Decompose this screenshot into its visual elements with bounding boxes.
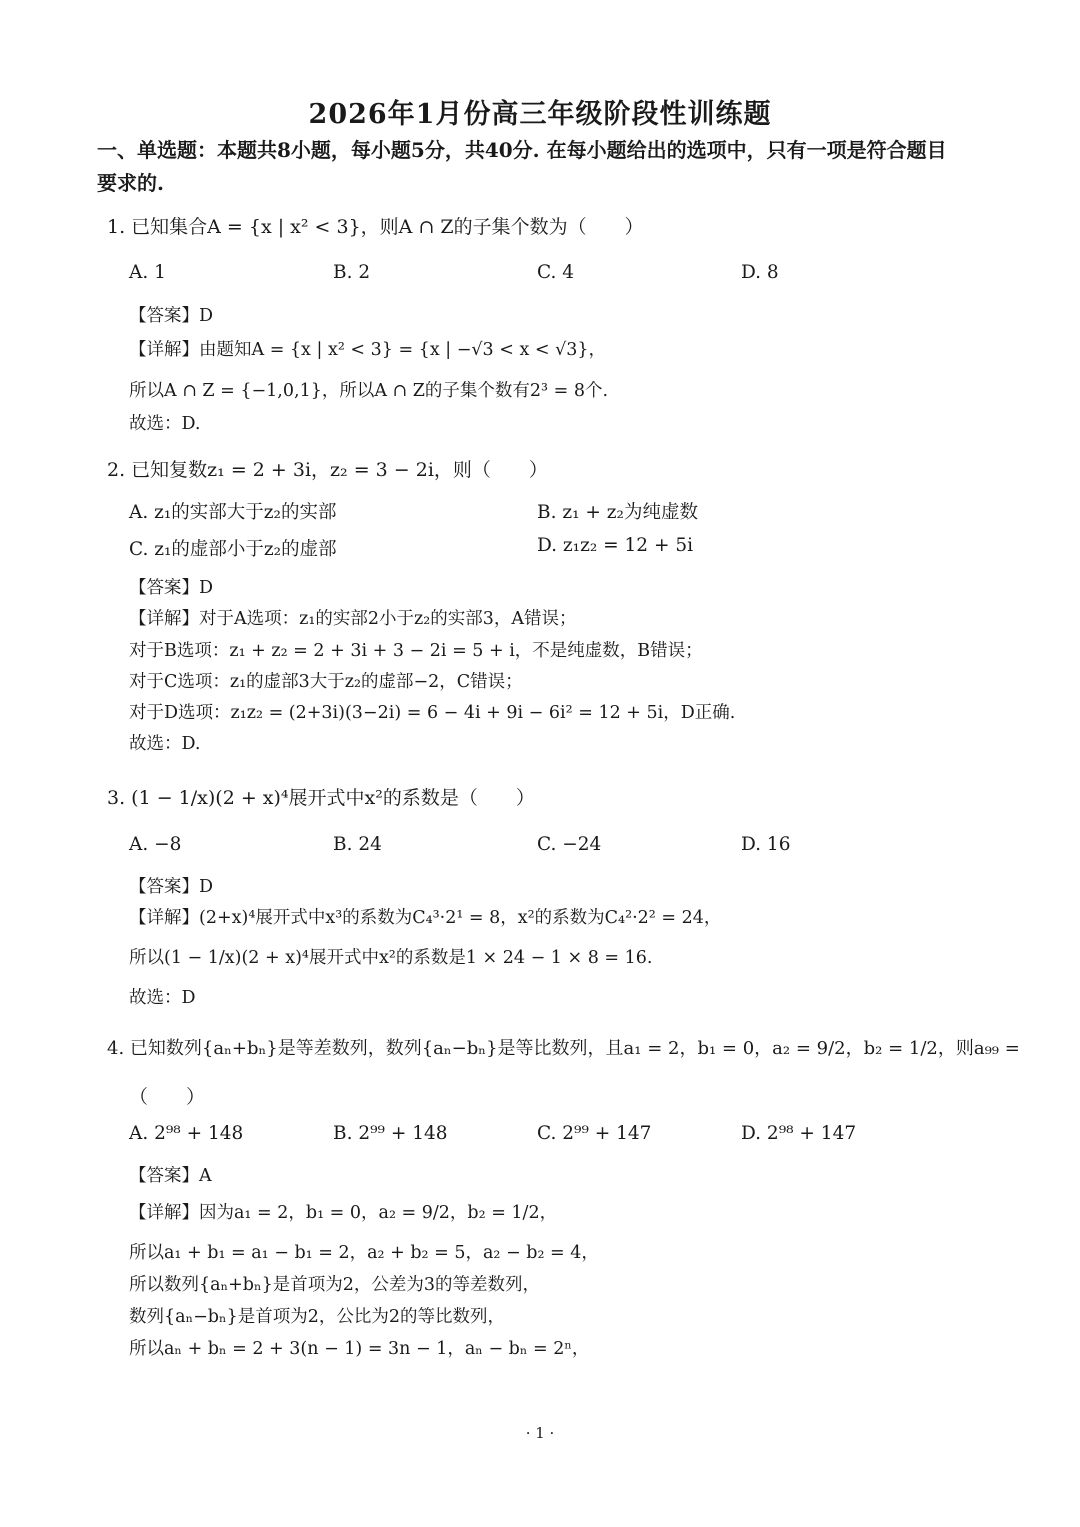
question-4-detail-line: 【详解】因为a₁ = 2，b₁ = 0，a₂ = 9/2，b₂ = 1/2， (129, 1203, 558, 1223)
question-4-detail-line: 所以数列{aₙ+bₙ}是首项为2，公差为3的等差数列， (129, 1275, 540, 1295)
question-4-option-b: B. 2⁹⁹ + 148 (333, 1123, 448, 1144)
question-2-option-a: A. z₁的实部大于z₂的实部 (129, 502, 337, 523)
question-3-option-a: A. −8 (129, 834, 182, 855)
question-4-option-d: D. 2⁹⁸ + 147 (741, 1123, 857, 1144)
question-1-option-a: A. 1 (129, 262, 166, 283)
question-3-detail-line: 【详解】(2+x)⁴展开式中x³的系数为C₄³·2¹ = 8，x²的系数为C₄²·2² = 24， (129, 908, 722, 928)
question-1-detail-line: 所以A ∩ Z = {−1,0,1}，所以A ∩ Z的子集个数有2³ = 8个. (129, 381, 609, 401)
question-1-option-d: D. 8 (741, 262, 779, 283)
question-4-detail-line: 所以aₙ + bₙ = 2 + 3(n − 1) = 3n − 1，aₙ − bₙ = 2ⁿ， (129, 1339, 590, 1359)
question-1-option-c: C. 4 (537, 262, 575, 283)
section-heading (97, 134, 992, 200)
question-1-detail-line: 【详解】由题知A = {x | x² < 3} = {x | −√3 < x < √3}， (129, 340, 607, 360)
question-2-detail-line: 故选：D. (129, 734, 201, 754)
question-4-stem-blank: （ ） (129, 1086, 206, 1108)
section-heading-line-2: 要求的. (97, 171, 164, 195)
question-1-detail-line: 故选：D. (129, 414, 201, 434)
question-1-option-b: B. 2 (333, 262, 371, 283)
question-3-answer: 【答案】D (129, 877, 214, 897)
question-2-option-b: B. z₁ + z₂为纯虚数 (537, 502, 698, 523)
question-3-detail-line: 所以(1 − 1/x)(2 + x)⁴展开式中x²的系数是1 × 24 − 1 × 8 = 16. (129, 948, 653, 968)
question-2-option-d: D. z₁z₂ = 12 + 5i (537, 535, 694, 556)
question-4-answer: 【答案】A (129, 1166, 212, 1186)
question-2-detail-line: 【详解】对于A选项：z₁的实部2小于z₂的实部3，A错误； (129, 609, 577, 629)
question-4-stem: 4. 已知数列{aₙ+bₙ}是等差数列，数列{aₙ−bₙ}是等比数列，且a₁ = 2，b₁ = 0，a₂ = 9/2，b₂ = 1/2，则a₉₉ = (107, 1038, 1020, 1059)
question-1-answer: 【答案】D (129, 306, 214, 326)
question-2-detail-line: 对于C选项：z₁的虚部3大于z₂的虚部−2，C错误； (129, 672, 523, 692)
question-4-detail-line: 所以a₁ + b₁ = a₁ − b₁ = 2，a₂ + b₂ = 5，a₂ − b₂ = 4， (129, 1243, 599, 1263)
question-4-detail-line: 数列{aₙ−bₙ}是首项为2，公比为2的等比数列， (129, 1307, 505, 1327)
question-2-detail-line: 对于B选项：z₁ + z₂ = 2 + 3i + 3 − 2i = 5 + i，不是纯虚数，B错误； (129, 641, 703, 661)
question-3-option-c: C. −24 (537, 834, 602, 855)
question-4-option-a: A. 2⁹⁸ + 148 (129, 1123, 244, 1144)
question-4-option-c: C. 2⁹⁹ + 147 (537, 1123, 652, 1144)
question-2-option-c: C. z₁的虚部小于z₂的虚部 (129, 539, 337, 560)
question-3-stem: 3. (1 − 1/x)(2 + x)⁴展开式中x²的系数是（ ） (107, 787, 535, 809)
question-2-stem: 2. 已知复数z₁ = 2 + 3i，z₂ = 3 − 2i，则（ ） (107, 459, 548, 481)
question-3-detail-line: 故选：D (129, 988, 196, 1008)
page-number: · 1 · (525, 1424, 555, 1442)
section-heading-line-1: 一、单选题：本题共8小题，每小题5分，共40分. 在每小题给出的选项中，只有一项是符合题目 (97, 138, 947, 162)
question-3-option-d: D. 16 (741, 834, 791, 855)
question-2-detail-line: 对于D选项：z₁z₂ = (2+3i)(3−2i) = 6 − 4i + 9i − 6i² = 12 + 5i，D正确. (129, 703, 736, 723)
question-1-stem: 1. 已知集合A = {x | x² < 3}，则A ∩ Z的子集个数为（ ） (107, 216, 644, 238)
page-title: 2026年1月份高三年级阶段性训练题 (308, 99, 772, 130)
question-2-answer: 【答案】D (129, 578, 214, 598)
question-3-option-b: B. 24 (333, 834, 382, 855)
